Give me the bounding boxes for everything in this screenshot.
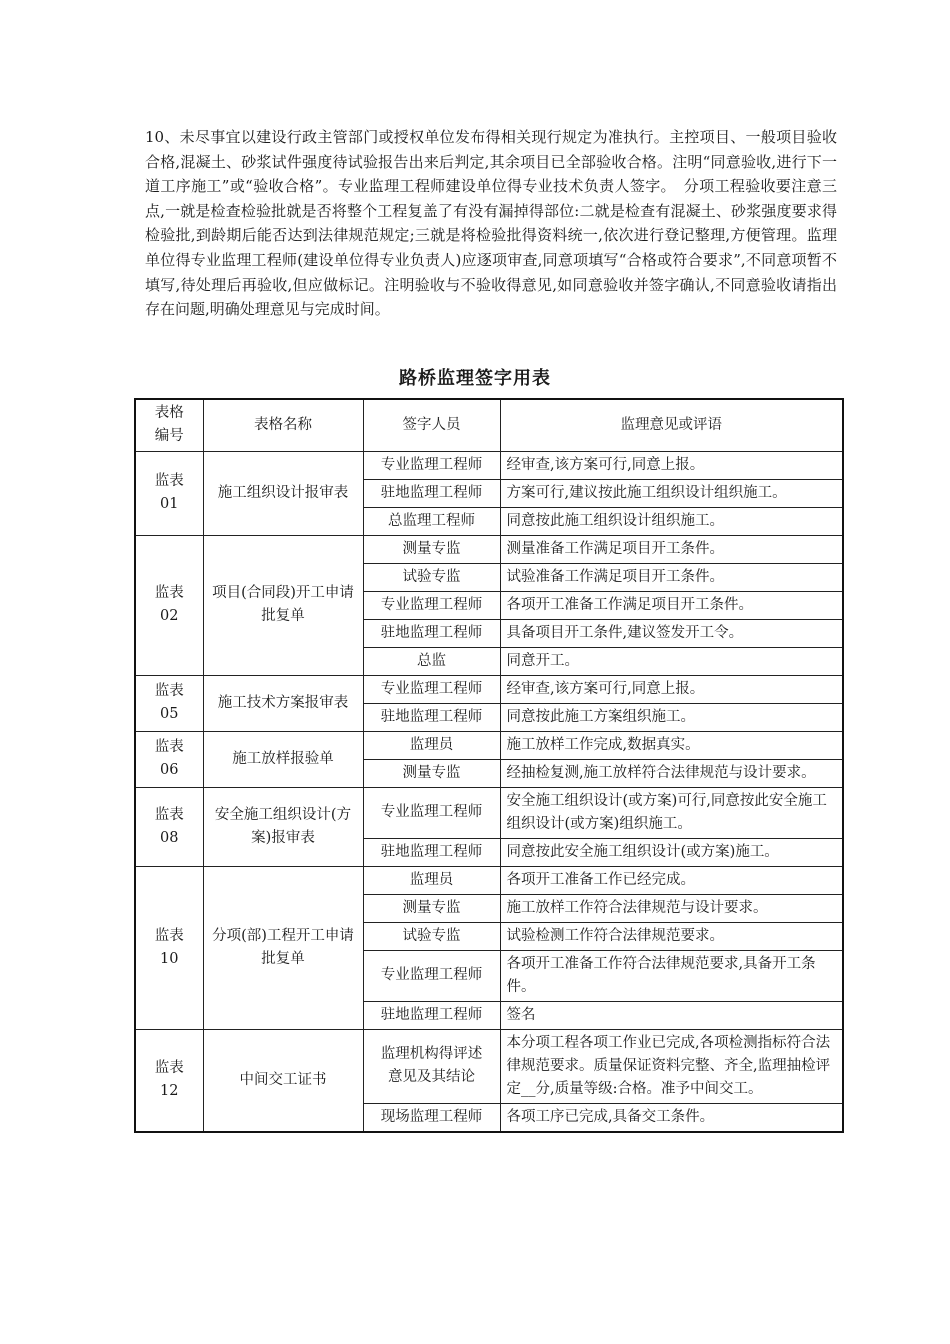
opinion-cell: 同意按此安全施工组织设计(或方案)施工。 (500, 838, 843, 866)
form-code-prefix: 监表 (154, 585, 184, 601)
opinion-cell: 各项开工准备工作已经完成。 (500, 866, 843, 894)
form-code-prefix: 监表 (154, 739, 184, 755)
opinion-cell: 经审查,该方案可行,同意上报。 (500, 451, 843, 479)
form-code-cell (135, 731, 203, 787)
header-name: 表格名称 (203, 399, 363, 451)
signer-cell: 测量专监 (363, 759, 500, 787)
form-name-cell: 施工技术方案报审表 (203, 675, 363, 731)
form-code-prefix: 监表 (154, 1060, 184, 1076)
header-code-line1: 表格 (154, 405, 184, 422)
form-name-cell: 施工放样报验单 (203, 731, 363, 787)
form-code-cell (135, 535, 203, 675)
signer-cell: 驻地监理工程师 (363, 703, 500, 731)
signer-cell: 监理机构得评述意见及其结论 (363, 1029, 500, 1103)
signer-cell: 专业监理工程师 (363, 950, 500, 1001)
form-code-cell (135, 866, 203, 1029)
form-name-cell: 施工组织设计报审表 (203, 451, 363, 535)
signer-cell: 驻地监理工程师 (363, 479, 500, 507)
form-code-prefix: 监表 (154, 927, 184, 944)
opinion-cell: 各项开工准备工作满足项目开工条件。 (500, 591, 843, 619)
table-row (135, 451, 843, 479)
signer-cell: 总监理工程师 (363, 507, 500, 535)
opinion-cell: 测量准备工作满足项目开工条件。 (500, 535, 843, 563)
form-code-prefix: 监表 (154, 683, 184, 699)
form-code-prefix: 监表 (154, 473, 184, 489)
signer-cell: 专业监理工程师 (363, 451, 500, 479)
signer-cell: 总监 (363, 647, 500, 675)
signer-cell: 驻地监理工程师 (363, 1001, 500, 1029)
opinion-cell: 同意开工。 (500, 647, 843, 675)
signer-cell: 驻地监理工程师 (363, 838, 500, 866)
signature-table (134, 398, 844, 1133)
form-code-cell (135, 787, 203, 866)
form-code-cell (135, 451, 203, 535)
form-code-number: 06 (160, 762, 179, 778)
signer-cell: 测量专监 (363, 894, 500, 922)
opinion-cell: 试验准备工作满足项目开工条件。 (500, 563, 843, 591)
form-code-number: 08 (160, 829, 179, 846)
table-row (135, 675, 843, 703)
table-header-row (135, 399, 843, 451)
table-row (135, 731, 843, 759)
form-code-number: 10 (160, 950, 179, 967)
signer-cell: 驻地监理工程师 (363, 619, 500, 647)
body-paragraph: 10、未尽事宜以建设行政主管部门或授权单位发布得相关现行规定为准执行。主控项目、一般项目验收合格,混凝土、砂浆试件强度待试验报告出来后判定,其余项目已全部验收合格。注明“同意验收,进行下一道工序施工”或“验收合格”。专业监理工程师建设单位得专业技术负责人签字。 分项工程验收要注意三点,一就是检查检验批就是否将整个工程复盖了有没有漏掉得部位:二就是检查有混凝土、砂浆强度要求得检验批,到龄期后能否达到法律规范规定;三就是将检验批得资料统一,依次进行登记整理,方便管理。监理单位得专业监理工程师(建设单位得专业负责人)应逐项审查,同意项填写“合格或符合要求”,不同意项暂不填写,待处理后再验收,但应做标记。注明验收与不验收得意见,如同意验收并签字确认,不同意验收请指出存在问题,明确处理意见与完成时间。 (145, 128, 837, 319)
form-code-cell (135, 675, 203, 731)
signer-cell: 测量专监 (363, 535, 500, 563)
opinion-cell: 安全施工组织设计(或方案)可行,同意按此安全施工组织设计(或方案)组织施工。 (500, 787, 843, 838)
table-row (135, 787, 843, 838)
form-code-prefix: 监表 (154, 806, 184, 823)
opinion-cell: 本分项工程各项工作业已完成,各项检测指标符合法律规范要求。质量保证资料完整、齐全,监理抽检评定__分,质量等级:合格。准予中间交工。 (500, 1029, 843, 1103)
table-row (135, 866, 843, 894)
header-opinion: 监理意见或评语 (500, 399, 843, 451)
signer-cell: 监理员 (363, 866, 500, 894)
form-name-cell: 分项(部)工程开工申请批复单 (203, 866, 363, 1029)
signer-cell: 试验专监 (363, 563, 500, 591)
opinion-cell: 经抽检复测,施工放样符合法律规范与设计要求。 (500, 759, 843, 787)
opinion-cell: 同意按此施工组织设计组织施工。 (500, 507, 843, 535)
opinion-cell: 具备项目开工条件,建议签发开工令。 (500, 619, 843, 647)
opinion-cell: 施工放样工作完成,数据真实。 (500, 731, 843, 759)
table-row (135, 535, 843, 563)
signer-cell: 试验专监 (363, 922, 500, 950)
form-name-cell: 中间交工证书 (203, 1029, 363, 1132)
form-name-cell: 项目(合同段)开工申请批复单 (203, 535, 363, 675)
opinion-cell: 试验检测工作符合法律规范要求。 (500, 922, 843, 950)
form-code-number: 01 (160, 496, 179, 512)
header-code (135, 399, 203, 451)
opinion-cell: 经审查,该方案可行,同意上报。 (500, 675, 843, 703)
table-row (135, 1029, 843, 1103)
signer-cell: 现场监理工程师 (363, 1103, 500, 1132)
opinion-cell: 方案可行,建议按此施工组织设计组织施工。 (500, 479, 843, 507)
form-code-number: 05 (160, 706, 179, 722)
signer-cell: 专业监理工程师 (363, 787, 500, 838)
form-code-number: 02 (160, 608, 179, 624)
opinion-cell: 各项工序已完成,具备交工条件。 (500, 1103, 843, 1132)
header-code-line2: 编号 (154, 428, 184, 445)
opinion-cell: 同意按此施工方案组织施工。 (500, 703, 843, 731)
signer-cell: 专业监理工程师 (363, 675, 500, 703)
signer-cell: 专业监理工程师 (363, 591, 500, 619)
table-body (135, 451, 843, 1132)
signer-cell: 监理员 (363, 731, 500, 759)
opinion-cell: 施工放样工作符合法律规范与设计要求。 (500, 894, 843, 922)
form-name-cell: 安全施工组织设计(方案)报审表 (203, 787, 363, 866)
opinion-cell: 签名 (500, 1001, 843, 1029)
form-code-number: 12 (160, 1083, 179, 1099)
table-title: 路桥监理签字用表 (399, 368, 551, 389)
header-signer: 签字人员 (363, 399, 500, 451)
form-code-cell (135, 1029, 203, 1132)
opinion-cell: 各项开工准备工作符合法律规范要求,具备开工条件。 (500, 950, 843, 1001)
